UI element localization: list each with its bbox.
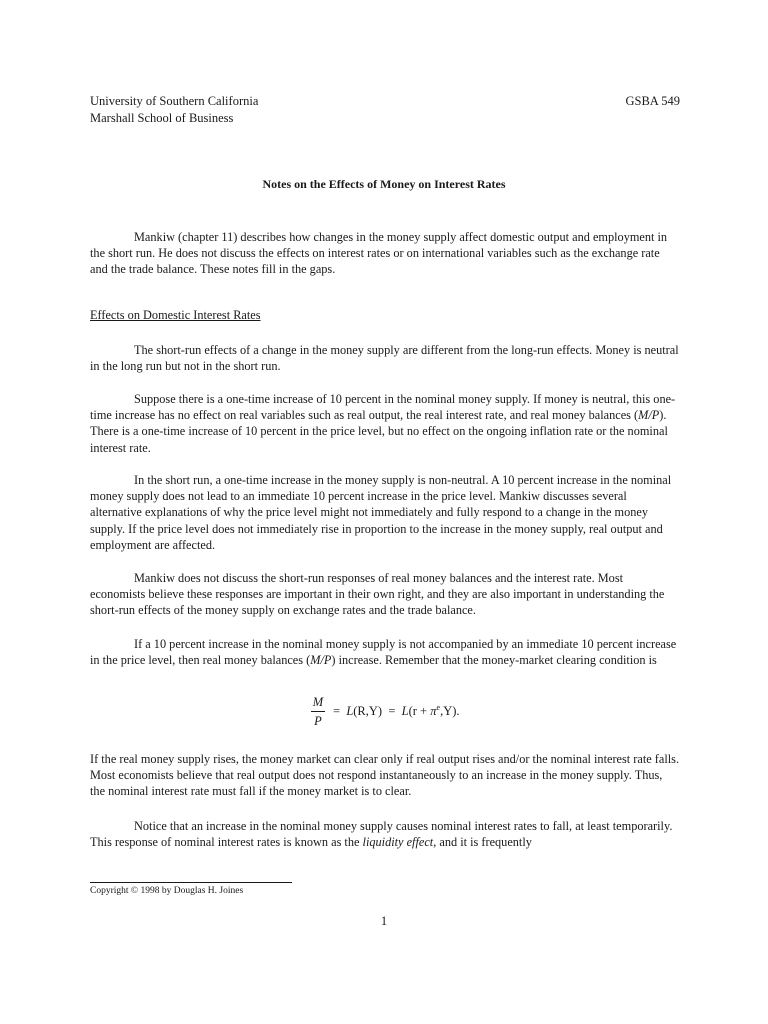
liquidity-effect-term: liquidity effect xyxy=(362,835,434,850)
paragraph-6: If the real money supply rises, the money market can clear only if real output rises and/or the nominal interest rate falls. Most economists believe that real output does not respond instantaneously to an increase in the money supply. Thus, the nominal interest rate must fall if the money market is to clear. xyxy=(90,752,680,799)
paragraph-7: Notice that an increase in the nominal money supply causes nominal interest rates to fall, at least temporarily. This response of nominal interest rates is known as the liquidity effect, and it is frequently xyxy=(90,819,673,850)
copyright-footnote: Copyright © 1998 by Douglas H. Joines xyxy=(90,886,244,896)
real-balances-term: M/P xyxy=(310,653,332,668)
equation-denominator: P xyxy=(314,714,322,728)
equation-right-side: = $L(R,Y) = L(r + \pi^e,Y)$. xyxy=(333,703,460,719)
paragraph-3: In the short run, a one-time increase in the money supply is non-neutral. A 10 percent increase in the nominal money supply does not lead to an immediate 10 percent increase in the price level. Mankiw discusses several alternative explanations of why the price level might not immediately and fully respond to a change in the money supply. If the price level does not immediately rise in proportion to the increase in the money supply, real output and employment are affected. xyxy=(90,473,672,552)
school-name: Marshall School of Business xyxy=(90,111,234,125)
page-number: 1 xyxy=(380,914,388,928)
footnote-rule xyxy=(90,882,292,883)
fraction-bar xyxy=(311,711,325,712)
equation-fraction xyxy=(311,694,325,729)
paragraph-5: If a 10 percent increase in the nominal money supply is not accompanied by an immediate 10 percent increase in the price level, then real money balances (M/P) increase. Remember that the money-market clearing condition is xyxy=(90,637,677,668)
university-name: University of Southern California xyxy=(90,94,259,108)
course-code: GSBA 549 xyxy=(625,94,680,108)
paragraph-1: The short-run effects of a change in the money supply are different from the long-run effects. Money is neutral in the long run but not in the short run. xyxy=(90,343,679,374)
money-market-equation xyxy=(0,694,768,730)
section-heading: Effects on Domestic Interest Rates xyxy=(90,308,261,322)
paragraph-4: Mankiw does not discuss the short-run responses of real money balances and the interest rate. Most economists believe these responses are important in their own right, and they are also important in understanding the short-run effects of the money supply on exchange rates and the trade balance. xyxy=(90,571,665,618)
document-title: Notes on the Effects of Money on Interest Rates xyxy=(262,177,506,191)
header-left xyxy=(90,93,258,127)
real-balances-term: M/P xyxy=(638,408,660,423)
paragraph-2: Suppose there is a one-time increase of 10 percent in the nominal money supply. If money is neutral, this one-time increase has no effect on real variables such as real output, the real interest rate, and real money balances (M/P). There is a one-time increase of 10 percent in the price level, but no effect on the ongoing inflation rate or the nominal interest rate. xyxy=(90,392,676,455)
equation-numerator: M xyxy=(312,695,324,709)
intro-paragraph: Mankiw (chapter 11) describes how changes in the money supply affect domestic output and employment in the short run. He does not discuss the effects on interest rates or on international variables such as the exchange rate and the trade balance. These notes fill in the gaps. xyxy=(90,230,668,277)
